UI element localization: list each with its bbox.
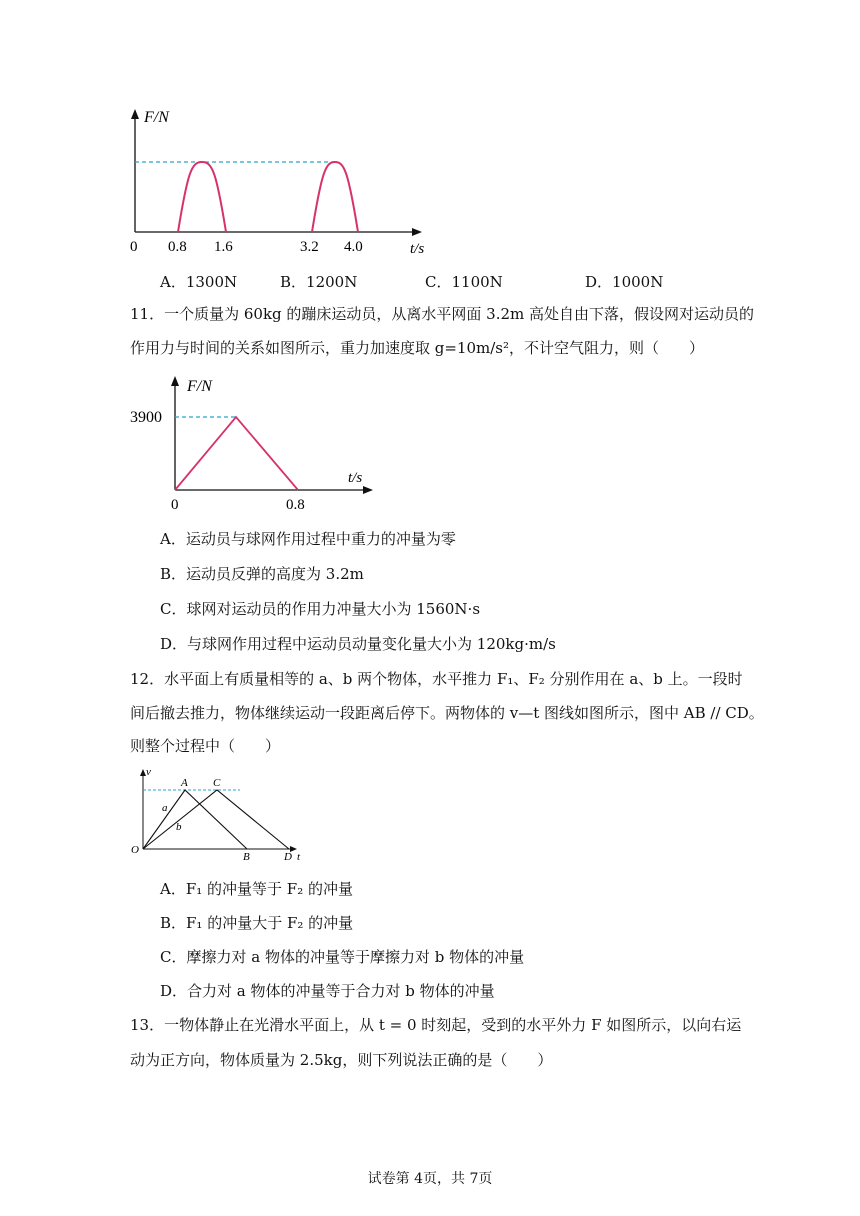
graph2-force-time xyxy=(120,365,390,515)
graph3-line-a xyxy=(143,790,247,849)
graph1-y-arrow xyxy=(131,109,139,119)
question-11-line-1: 11．一个质量为 60kg 的蹦床运动员，从离水平网面 3.2m 高处自由下落，假设网对运动员的 xyxy=(130,305,755,323)
graph2-y-value: 3900 xyxy=(130,409,162,426)
graph1-origin: 0 xyxy=(130,239,138,255)
q12-option-d: D．合力对 a 物体的冲量等于合力对 b 物体的冲量 xyxy=(160,982,495,1000)
graph1-hump-2 xyxy=(312,162,358,232)
graph2-x-tick: 0.8 xyxy=(286,497,305,513)
question-13-line-1: 13．一物体静止在光滑水平面上，从 t = 0 时刻起，受到的水平外力 F 如图所示，以向右运 xyxy=(130,1016,742,1034)
graph2-x-label: t/s xyxy=(348,470,363,486)
q11-option-a: A．运动员与球网作用过程中重力的冲量为零 xyxy=(160,530,456,548)
graph1-x-arrow xyxy=(412,228,422,236)
graph3-label-a: a xyxy=(162,802,168,814)
q11-option-b: B．运动员反弹的高度为 3.2m xyxy=(160,565,364,583)
graph2-y-label: F/N xyxy=(187,378,212,395)
q11-option-c: C．球网对运动员的作用力冲量大小为 1560N·s xyxy=(160,600,481,618)
graph2-x-arrow xyxy=(363,486,373,494)
question-12-line-2: 间后撤去推力，物体继续运动一段距离后停下。两物体的 v—t 图线如图所示，图中 AB // CD。 xyxy=(130,704,764,722)
page-footer: 试卷第 4页，共 7页 xyxy=(367,1171,493,1187)
graph3-point-b: B xyxy=(243,851,250,863)
graph3-t-label: t xyxy=(297,851,301,863)
graph2-origin: 0 xyxy=(171,497,179,513)
graph1-y-label: F/N xyxy=(144,109,169,126)
option-c: C．1100N xyxy=(425,273,503,291)
question-12-line-3: 则整个过程中（ ） xyxy=(130,737,281,755)
graph3-velocity-time xyxy=(125,765,315,865)
graph1-force-time xyxy=(120,100,440,260)
question-12-line-1: 12．水平面上有质量相等的 a、b 两个物体，水平推力 F₁、F₂ 分别作用在 a、b 上。一段时 xyxy=(130,670,743,688)
option-b: B．1200N xyxy=(280,273,358,291)
graph2-y-arrow xyxy=(171,376,179,386)
question-13-line-2: 动为正方向，物体质量为 2.5kg，则下列说法正确的是（ ） xyxy=(130,1051,553,1069)
q11-option-d: D．与球网作用过程中运动员动量变化量大小为 120kg·m/s xyxy=(160,635,556,653)
graph2-triangle xyxy=(175,417,298,490)
graph1-tick: 3.2 xyxy=(300,239,319,255)
graph1-tick: 4.0 xyxy=(344,239,363,255)
graph3-label-b: b xyxy=(176,821,182,833)
graph3-v-label: v xyxy=(146,766,151,778)
option-a: A．1300N xyxy=(160,273,238,291)
q12-option-b: B．F₁ 的冲量大于 F₂ 的冲量 xyxy=(160,914,354,932)
graph3-point-d: D xyxy=(284,851,292,863)
q12-option-c: C．摩擦力对 a 物体的冲量等于摩擦力对 b 物体的冲量 xyxy=(160,948,525,966)
graph3-point-c: C xyxy=(213,777,221,789)
graph1-tick: 1.6 xyxy=(214,239,233,255)
graph1-x-label: t/s xyxy=(410,241,425,257)
graph1-hump-1 xyxy=(178,162,226,232)
graph3-origin: O xyxy=(131,844,139,856)
option-d: D．1000N xyxy=(585,273,664,291)
graph3-point-a: A xyxy=(181,777,188,789)
question-11-line-2: 作用力与时间的关系如图所示，重力加速度取 g=10m/s²，不计空气阻力，则（ ） xyxy=(130,339,705,357)
graph1-tick: 0.8 xyxy=(168,239,187,255)
q12-option-a: A．F₁ 的冲量等于 F₂ 的冲量 xyxy=(160,880,353,898)
